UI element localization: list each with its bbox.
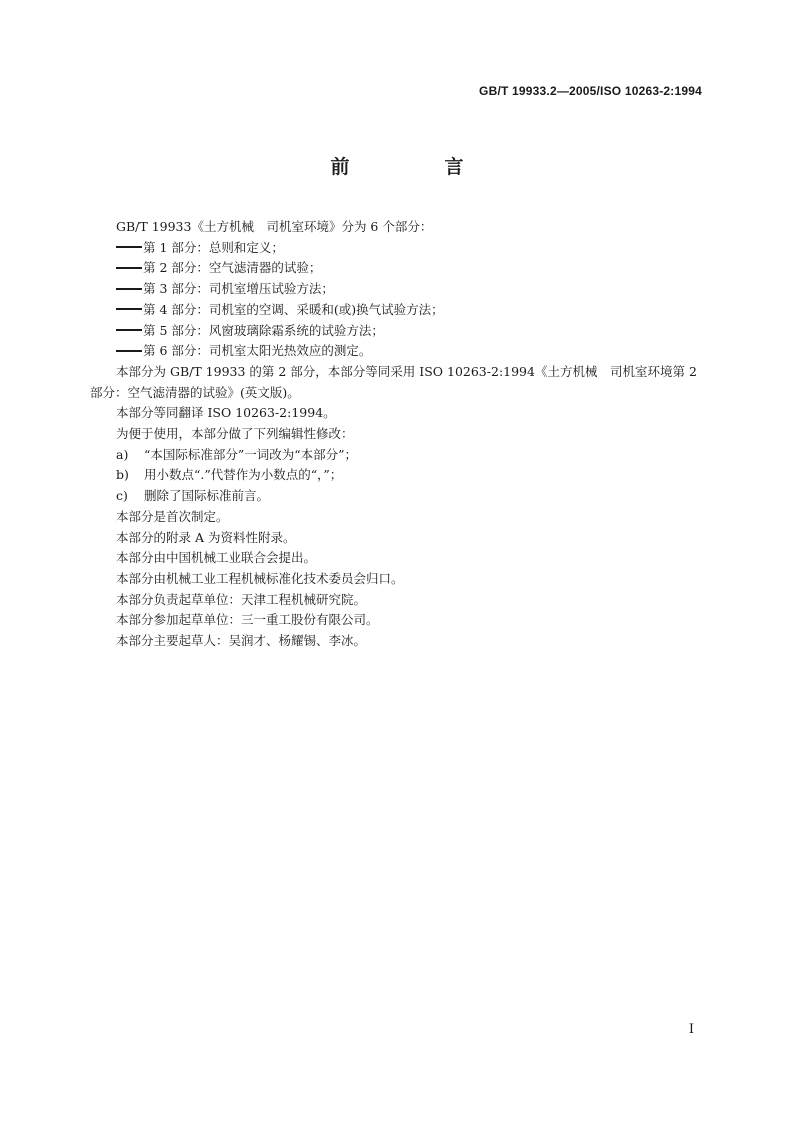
part-text: 第 4 部分：司机室的空调、采暖和(或)换气试验方法； <box>143 301 444 317</box>
dash-mark <box>116 267 142 269</box>
dash-mark <box>116 329 142 331</box>
edit-mark: c) <box>116 488 128 504</box>
part-text: 第 1 部分：总则和定义； <box>143 239 284 255</box>
list-item <box>90 238 705 259</box>
statement-paragraph: 本部分由机械工业工程机械标准化技术委员会归口。 <box>116 570 404 586</box>
edit-item <box>90 465 705 486</box>
translation-paragraph: 本部分等同翻译 ISO 10263-2:1994。 <box>116 405 336 421</box>
page-number: I <box>688 1022 694 1037</box>
standard-code: GB/T 19933.2—2005/ISO 10263-2:1994 <box>479 84 702 98</box>
dash-mark <box>116 246 142 248</box>
edit-mark: b) <box>116 467 129 483</box>
edit-item <box>90 445 705 466</box>
statement-paragraph: 本部分是首次制定。 <box>116 508 229 524</box>
statement-paragraph: 本部分负责起草单位：天津工程机械研究院。 <box>116 591 367 607</box>
list-item <box>90 258 705 279</box>
statement-paragraph: 本部分的附录 A 为资料性附录。 <box>116 529 296 545</box>
part-text: 第 2 部分：空气滤清器的试验； <box>143 260 322 276</box>
edit-item <box>90 486 705 507</box>
page-title: 前 言 <box>330 156 502 178</box>
adoption-paragraph: 本部分为 GB/T 19933 的第 2 部分，本部分等同采用 ISO 10263-2:1994《土方机械 司机室环境第 2 部分：空气滤清器的试验》(英文版)。 <box>90 363 701 400</box>
intro-paragraph: GB/T 19933《土方机械 司机室环境》分为 6 个部分： <box>116 219 433 234</box>
edit-text: 用小数点“.”代替作为小数点的“，”； <box>144 467 343 483</box>
foreword-body <box>90 217 705 652</box>
edits-intro-paragraph: 为便于使用，本部分做了下列编辑性修改： <box>116 426 354 442</box>
dash-mark <box>116 350 142 352</box>
statement-paragraph: 本部分主要起草人：吴润才、杨耀锡、李冰。 <box>116 633 367 649</box>
edit-text: 删除了国际标准前言。 <box>144 488 270 504</box>
list-item <box>90 300 705 321</box>
part-text: 第 6 部分：司机室太阳光热效应的测定。 <box>143 343 372 359</box>
statement-paragraph: 本部分参加起草单位：三一重工股份有限公司。 <box>116 612 379 628</box>
edit-mark: a) <box>116 446 129 462</box>
list-item <box>90 341 705 362</box>
part-text: 第 5 部分：风窗玻璃除霜系统的试验方法； <box>143 322 384 338</box>
part-text: 第 3 部分：司机室增压试验方法； <box>143 281 334 297</box>
edit-text: “本国际标准部分”一词改为“本部分”； <box>144 446 358 462</box>
list-item <box>90 321 705 342</box>
list-item <box>90 279 705 300</box>
statement-paragraph: 本部分由中国机械工业联合会提出。 <box>116 550 317 566</box>
dash-mark <box>116 288 142 290</box>
dash-mark <box>116 308 142 310</box>
